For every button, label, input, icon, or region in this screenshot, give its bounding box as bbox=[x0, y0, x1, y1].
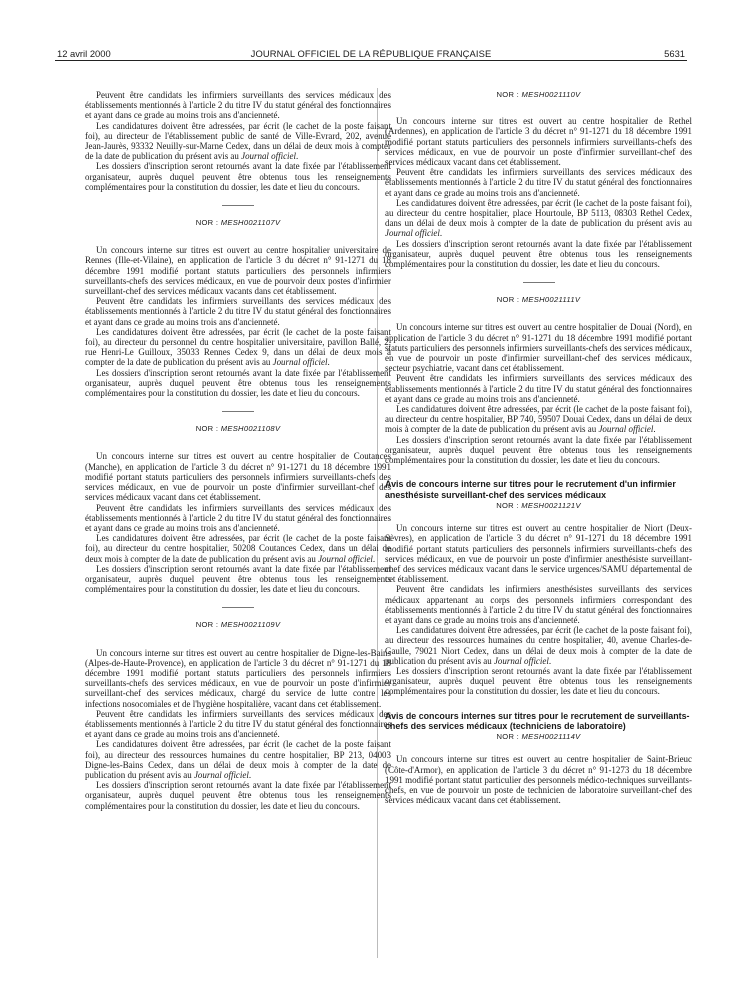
paragraph: Les candidatures doivent être adressées, par écrit (le cachet de la poste faisant foi), au directeur du centre hospitalier, 50208 Coutances Cedex, dans un délai de deux mois à compter de la date de publication du présent avis au Journal officiel. bbox=[85, 533, 391, 564]
nor-reference: NOR : MESH0021114V bbox=[496, 732, 581, 742]
paragraph: Les dossiers d'inscription seront retournés avant la date fixée par l'établissement organisateur, auprès duquel peuvent être obtenus tous les renseignements complémentaires pour la constitution du dossier, les date et lieu du concours. bbox=[385, 665, 692, 697]
journal-officiel-italic: Journal officiel bbox=[385, 228, 440, 239]
nor-code: MESH0021110V bbox=[521, 90, 581, 99]
nor-code: MESH0021108V bbox=[220, 424, 281, 434]
paragraph: Les candidatures doivent être adressées, par écrit (le cachet de la poste faisant foi), au directeur du centre hospitalier, BP 740, 59507 Douai Cedex, dans un délai de deux mois à compter de la date de publication du présent avis au Journal officiel. bbox=[385, 404, 692, 435]
nor-reference: NOR : MESH0021121V bbox=[496, 500, 581, 510]
paragraph: Peuvent être candidats les infirmiers surveillants des services médicaux des établissements mentionnés à l'article 2 du titre IV du statut général des fonctionnaires et ayant dans ce grade au moins trois ans d'ancienneté. bbox=[85, 90, 391, 121]
header-date: 12 avril 2000 bbox=[57, 48, 111, 59]
paragraph: Un concours interne sur titres est ouvert au centre hospitalier de Coutances (Manche), en application de l'article 3 du décret n° 91-1271 du 18 décembre 1991 modifié portant statuts particuliers des personnels infirmiers surveillants-chefs des services médicaux, en vue de pourvoir un poste d'infirmier surveillant-chef des services médicaux vacant dans cet établissement. bbox=[85, 451, 391, 503]
nor-code: MESH0021114V bbox=[521, 732, 581, 742]
section-separator bbox=[222, 205, 254, 206]
paragraph: Peuvent être candidats les infirmiers surveillants des services médicaux des établissements mentionnés à l'article 2 du titre IV du statut général des fonctionnaires et ayant dans ce grade au moins trois ans d'ancienneté. bbox=[85, 296, 391, 327]
left-column bbox=[85, 90, 391, 811]
nor-code: MESH0021107V bbox=[220, 218, 281, 228]
paragraph: Un concours interne sur titres est ouvert au centre hospitalier universitaire de Rennes (Ille-et-Vilaine), en application de l'article 3 du décret n° 91-1271 du 18 décembre 1991 modifié portant statuts particuliers des personnels infirmiers surveillants-chefs des services médicaux, en vue de pourvoir deux postes d'infirmier surveillant-chef des services médicaux vacants dans cet établissement. bbox=[85, 245, 391, 297]
paragraph: Les candidatures doivent être adressées, par écrit (le cachet de la poste faisant foi), au directeur des ressources humaines du centre hospitalier, 40, avenue Charles-de-Gaulle, 79021 Niort Cedex, dans un délai de deux mois à compter de la date de publication du présent avis au Journal officiel. bbox=[385, 625, 692, 666]
paragraph: Un concours interne sur titres est ouvert au centre hospitalier de Douai (Nord), en application de l'article 3 du décret n° 91-1271 du 18 décembre 1991 modifié portant statuts particuliers des personnels infirmiers surveillants-chefs des services médicaux, en vue de pourvoir un poste d'infirmier surveillant-chef des services médicaux, secteur psychiatrie, vacant dans cet établissement. bbox=[385, 322, 693, 374]
journal-officiel-italic: Journal officiel bbox=[193, 769, 249, 780]
notice-heading: Avis de concours internes sur titres pour le recrutement de surveillants-chefs des services médicaux (techniciens de laboratoire) bbox=[385, 710, 690, 731]
header-rule bbox=[55, 60, 687, 61]
nor-reference: NOR : MESH0021109V bbox=[195, 620, 281, 630]
journal-officiel-italic: Journal officiel bbox=[272, 357, 328, 368]
notice-heading: Avis de concours interne sur titres pour le recrutement d'un infirmier anesthésiste surveillant-chef des services médicaux bbox=[385, 479, 676, 500]
nor-code: MESH0021111V bbox=[521, 295, 581, 305]
paragraph: Peuvent être candidats les infirmiers surveillants des services médicaux des établissements mentionnés à l'article 2 du titre IV du statut général des fonctionnaires et ayant dans ce grade au moins trois ans d'ancienneté. bbox=[385, 373, 692, 404]
nor-reference: NOR : MESH0021110V bbox=[496, 90, 581, 99]
paragraph: Les candidatures doivent être adressées, par écrit (le cachet de la poste faisant foi), au directeur de l'établissement public de santé de Ville-Evrard, 202, avenue Jean-Jaurès, 93332 Neuilly-sur-Marne Cedex, dans un délai de deux mois à compter de la date de publication du présent avis au Journal officiel. bbox=[85, 120, 391, 162]
paragraph: Peuvent être candidats les infirmiers surveillants des services médicaux des établissements mentionnés à l'article 2 du titre IV du statut général des fonctionnaires et ayant dans ce grade au moins trois ans d'ancienneté. bbox=[85, 502, 391, 533]
paragraph: Les candidatures doivent être adressées, par écrit (le cachet de la poste faisant foi), au directeur des ressources humaines du centre hospitalier, BP 213, 04003 Digne-les-Bains Cedex, dans un délai de deux mois à compter de la date de publication du présent avis au Journal officiel. bbox=[85, 739, 391, 780]
nor-code: MESH0021109V bbox=[220, 620, 281, 630]
paragraph: Les dossiers d'inscription seront retournés avant la date fixée par l'établissement organisateur, auprès duquel peuvent être obtenus tous les renseignements complémentaires pour la constitution du dossier, les date et lieu du concours. bbox=[85, 161, 391, 192]
paragraph: Peuvent être candidats les infirmiers anesthésistes surveillants des services médicaux appartenant au corps des personnels infirmiers correspondant des établissements mentionnés à l'article 2 du titre IV du statut général des fonctionnaires et ayant dans ce grade au moins trois ans d'ancienneté. bbox=[385, 584, 692, 625]
page-number: 5631 bbox=[664, 48, 685, 59]
paragraph: Les dossiers d'inscription seront retournés avant la date fixée par l'établissement organisateur, auprès duquel peuvent être obtenus tous les renseignements complémentaires pour la constitution du dossier, les date et lieu du concours. bbox=[385, 238, 692, 270]
paragraph: Les candidatures doivent être adressées, par écrit (le cachet de la poste faisant foi), au directeur du personnel du centre hospitalier universitaire, pavillon Ballé, 2, rue Henri-Le Guilloux, 35033 Rennes Cedex 9, dans un délai de deux mois à compter de la date de publication du présent avis au Journal officiel. bbox=[85, 326, 391, 368]
right-column bbox=[385, 90, 692, 805]
paragraph: Peuvent être candidats les infirmiers surveillants des services médicaux des établissements mentionnés à l'article 2 du titre IV du statut général des fonctionnaires et ayant dans ce grade au moins trois ans d'ancienneté. bbox=[385, 167, 692, 198]
paragraph: Les dossiers d'inscription seront retournés avant la date fixée par l'établissement organisateur, auprès duquel peuvent être obtenus tous les renseignements complémentaires pour la constitution du dossier, les date et lieu du concours. bbox=[85, 780, 391, 811]
paragraph: Les dossiers d'inscription seront retournés avant la date fixée par l'établissement organisateur, auprès duquel peuvent être obtenus tous les renseignements complémentaires pour la constitution du dossier, les date et lieu du concours. bbox=[85, 367, 391, 399]
nor-reference: NOR : MESH0021107V bbox=[195, 218, 281, 228]
section-separator bbox=[222, 411, 254, 412]
journal-officiel-italic: Journal officiel bbox=[598, 424, 654, 435]
running-header bbox=[57, 44, 685, 60]
nor-reference: NOR : MESH0021111V bbox=[496, 295, 581, 305]
paragraph: Un concours interne sur titres est ouvert au centre hospitalier de Niort (Deux-Sèvres), en application de l'article 3 du décret n° 91-1271 du 18 décembre 1991 modifié portant statuts particuliers des personnels infirmiers surveillants-chefs des services médicaux, en vue de pourvoir un poste d'infirmier anesthésiste surveillant-chef des services médicaux vacant dans le service urgences/SAMU départemental de cet établissement. bbox=[385, 523, 692, 585]
journal-officiel-italic: Journal officiel bbox=[318, 553, 373, 564]
journal-officiel-italic: Journal officiel bbox=[493, 655, 549, 666]
paragraph: Les candidatures doivent être adressées, par écrit (le cachet de la poste faisant foi), au directeur du centre hospitalier, place Hourtoule, BP 5113, 08303 Rethel Cedex, dans un délai de deux mois à compter de la date de publication du présent avis au Journal officiel. bbox=[385, 197, 692, 239]
journal-officiel-italic: Journal officiel bbox=[241, 151, 296, 162]
paragraph: Un concours interne sur titres est ouvert au centre hospitalier de Saint-Brieuc (Côte-d'Armor), en application de l'article 3 du décret n° 91-1273 du 18 décembre 1991 modifié portant statut particulier des personnels médico-techniques surveillants-chefs, en vue de pourvoir un poste de technicien de laboratoire surveillant-chef des services médicaux vacant dans cet établissement. bbox=[385, 754, 692, 806]
section-separator bbox=[523, 282, 555, 283]
paragraph: Les dossiers d'inscription seront retournés avant la date fixée par l'établissement organisateur, auprès duquel peuvent être obtenus tous les renseignements complémentaires pour la constitution du dossier, les date et lieu du concours. bbox=[85, 563, 391, 595]
paragraph: Un concours interne sur titres est ouvert au centre hospitalier de Rethel (Ardennes), en application de l'article 3 du décret n° 91-1271 du 18 décembre 1991 modifié portant statuts particuliers des personnels infirmiers surveillants-chefs des services médicaux, en vue de pourvoir un poste d'infirmier surveillant-chef des services médicaux vacant dans cet établissement. bbox=[385, 116, 692, 168]
nor-code: MESH0021121V bbox=[521, 500, 581, 510]
paragraph: Peuvent être candidats les infirmiers surveillants des services médicaux des établissements mentionnés à l'article 2 du titre IV du statut général des fonctionnaires et ayant dans ce grade au moins trois ans d'ancienneté. bbox=[85, 708, 391, 740]
nor-reference: NOR : MESH0021108V bbox=[195, 424, 281, 434]
paragraph: Les dossiers d'inscription seront retournés avant la date fixée par l'établissement organisateur, auprès duquel peuvent être obtenus tous les renseignements complémentaires pour la constitution du dossier, les date et lieu du concours. bbox=[385, 434, 692, 466]
section-separator bbox=[222, 607, 254, 608]
header-title: JOURNAL OFFICIEL DE LA RÉPUBLIQUE FRANÇAISE bbox=[250, 48, 492, 59]
paragraph: Un concours interne sur titres est ouvert au centre hospitalier de Digne-les-Bains (Alpes-de-Haute-Provence), en application de l'article 3 du décret n° 91-1271 du 18 décembre 1991 modifié portant statuts particuliers des personnels infirmiers surveillants-chefs des services médicaux, en vue de pourvoir un poste d'infirmier surveillant-chef des services médicaux, chargé du service de lutte contre les infections nosocomiales et de l'hygiène hospitalière, vacant dans cet établissement. bbox=[85, 647, 391, 709]
